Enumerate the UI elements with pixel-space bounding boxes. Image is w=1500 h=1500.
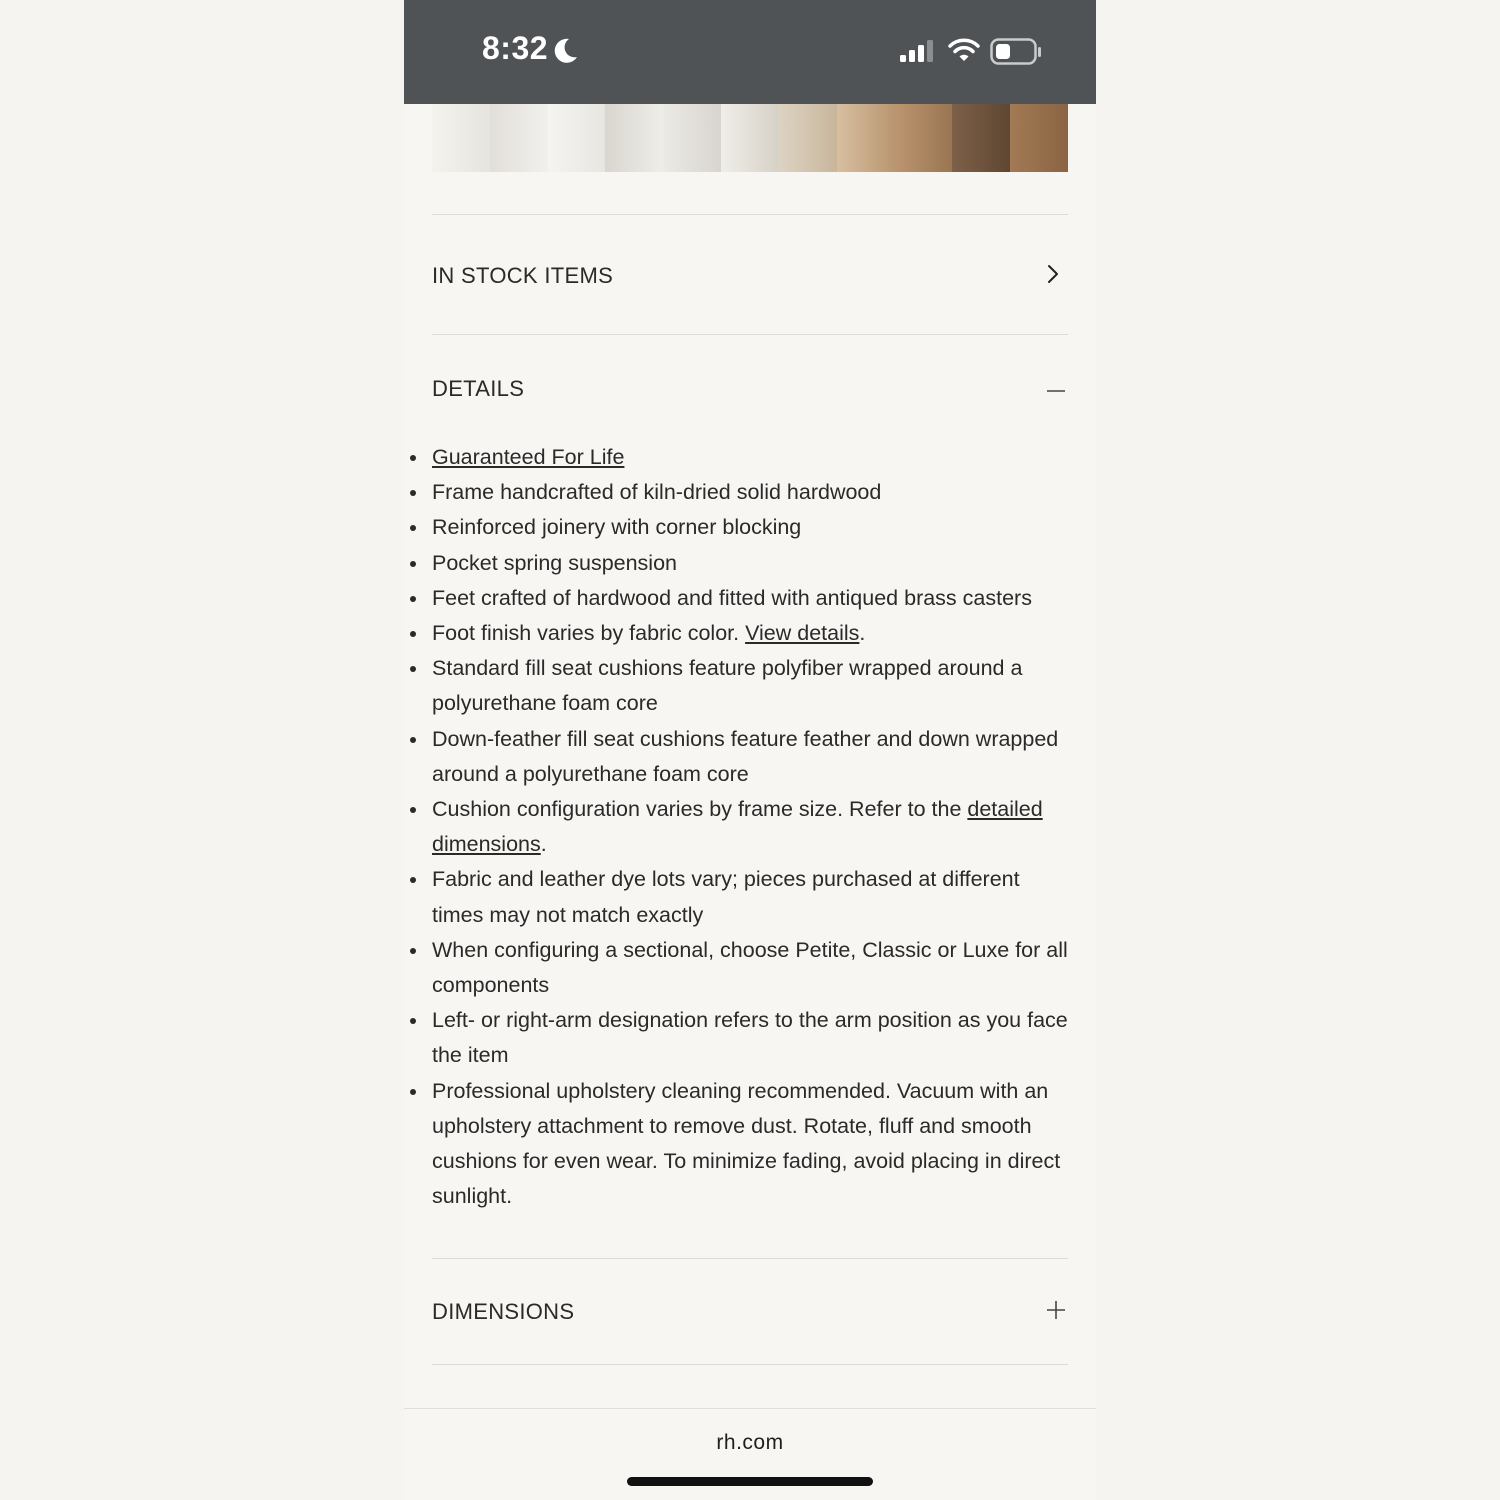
list-item: Feet crafted of hardwood and fitted with antiqued brass casters <box>432 581 1068 616</box>
in-stock-items-row[interactable] <box>432 254 1068 298</box>
list-item: Reinforced joinery with corner blocking <box>432 510 1068 545</box>
view-details-link[interactable]: View details <box>745 621 860 646</box>
moon-icon <box>550 36 580 66</box>
list-item: When configuring a sectional, choose Petite, Classic or Luxe for all components <box>432 933 1068 1003</box>
list-item <box>432 792 1068 862</box>
list-item: Down-feather fill seat cushions feature feather and down wrapped around a polyurethane foam core <box>432 722 1068 792</box>
dimensions-row[interactable] <box>432 1290 1068 1334</box>
divider <box>432 334 1068 335</box>
fabric-swatch <box>779 104 837 172</box>
status-time: 8:32 <box>482 30 549 66</box>
fabric-swatch <box>490 104 548 172</box>
status-bar <box>404 0 1096 104</box>
fabric-swatch <box>432 104 490 172</box>
chevron-right-icon <box>1046 263 1060 290</box>
foot-finish-text: Foot finish varies by fabric color. <box>432 621 746 646</box>
fabric-swatch <box>1010 104 1068 172</box>
home-indicator[interactable] <box>627 1477 873 1486</box>
phone-screen <box>404 0 1096 1500</box>
list-item <box>432 440 1068 475</box>
list-item <box>432 616 1068 651</box>
list-item: Standard fill seat cushions feature polyfiber wrapped around a polyurethane foam core <box>432 651 1068 721</box>
in-stock-items-label: IN STOCK ITEMS <box>432 263 614 288</box>
wifi-icon <box>948 38 980 67</box>
guaranteed-for-life-link[interactable]: Guaranteed For Life <box>432 445 625 469</box>
details-list <box>432 440 1068 1214</box>
details-row[interactable] <box>432 367 1068 411</box>
minus-icon <box>1046 380 1066 398</box>
dimensions-label: DIMENSIONS <box>432 1299 575 1324</box>
fabric-swatch <box>663 104 721 172</box>
cushion-config-text: Cushion configuration varies by frame size. Refer to the <box>432 797 968 822</box>
fabric-swatch <box>952 104 1010 172</box>
url-text[interactable]: rh.com <box>716 1431 784 1454</box>
list-item: Pocket spring suspension <box>432 546 1068 581</box>
browser-bottom-bar <box>404 1408 1096 1500</box>
details-label: DETAILS <box>432 376 525 401</box>
fabric-swatch-image <box>432 104 1068 172</box>
list-item: Left- or right-arm designation refers to the arm position as you face the item <box>432 1003 1068 1073</box>
detailed-dimensions-link[interactable]: detailed dimensions <box>432 797 1043 857</box>
list-item: Professional upholstery cleaning recommended. Vacuum with an upholstery attachment to remove dust. Rotate, fluff and smooth cushions for even wear. To minimize fading, avoid placing in direct sunlight. <box>432 1074 1068 1215</box>
fabric-swatch <box>837 104 895 172</box>
foot-finish-period: . <box>859 621 866 646</box>
fabric-swatch <box>605 104 663 172</box>
fabric-swatch <box>895 104 953 172</box>
divider <box>432 1364 1068 1365</box>
list-item: Frame handcrafted of kiln-dried solid hardwood <box>432 475 1068 510</box>
plus-icon <box>1046 1300 1066 1325</box>
battery-icon <box>990 38 1044 71</box>
fabric-swatch <box>548 104 606 172</box>
divider <box>432 214 1068 215</box>
list-item: Fabric and leather dye lots vary; pieces purchased at different times may not match exactly <box>432 862 1068 932</box>
divider <box>432 1258 1068 1259</box>
fabric-swatch <box>721 104 779 172</box>
cushion-config-period: . <box>540 832 547 857</box>
signal-icon <box>900 40 934 67</box>
